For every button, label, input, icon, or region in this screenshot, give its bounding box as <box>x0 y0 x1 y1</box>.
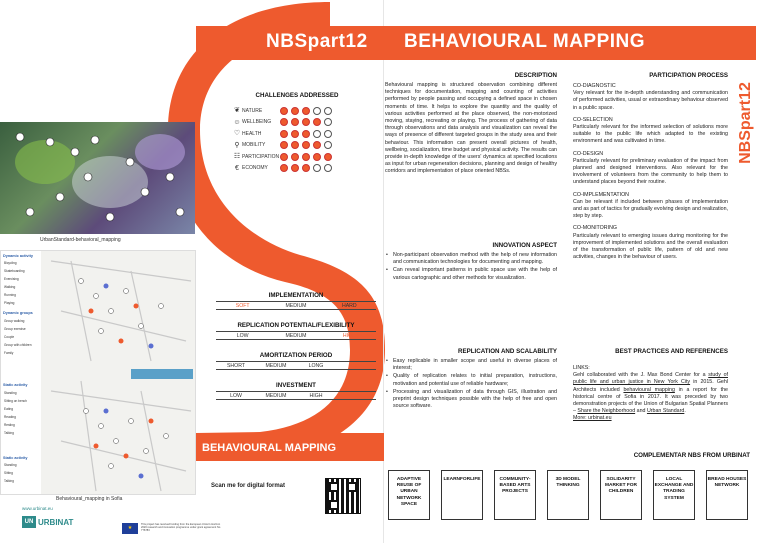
challenges-title: CHALLENGES ADDRESSED <box>255 92 339 99</box>
euro-icon: € <box>235 164 239 172</box>
scale-title: REPLICATION POTENTIAL/FLEXIBILITY <box>237 322 355 329</box>
step-heading: CO-MONITORING <box>573 225 618 232</box>
participation-title: PARTICIPATION PROCESS <box>649 72 728 79</box>
scale-bar <box>216 361 376 370</box>
sofia-map-figure <box>1 251 196 495</box>
scale-title: INVESTMENT <box>276 382 316 389</box>
rating-dot <box>302 141 310 149</box>
rating-dot <box>291 164 299 172</box>
legend-item: Talking <box>4 479 14 483</box>
legend-item: Bicycling <box>4 261 17 265</box>
step-text: Particularly relevant for the informed selection of solutions more suitable to the public life which adapted to the existing environment and was cultivated in time. <box>573 124 728 145</box>
footer-banner: BEHAVIOURAL MAPPING <box>196 433 384 461</box>
complementar-nbs-box[interactable]: ADAPTIVE REUSE OF URBAN NETWORK SPACE <box>388 470 430 520</box>
scale-option: HIGH <box>342 333 356 339</box>
complementar-nbs-box[interactable]: COMMUNITY-BASED ARTS PROJECTS <box>494 470 536 520</box>
legend-item: Group walking <box>4 319 25 323</box>
people-icon: ☷ <box>233 153 241 161</box>
rating-dot <box>280 107 288 115</box>
heatmap-image <box>0 122 195 234</box>
complementar-title: COMPLEMENTAR NBS FROM URBINAT <box>633 452 750 459</box>
scale-block <box>216 322 376 340</box>
challenge-row <box>232 105 362 117</box>
rating-dot <box>313 118 321 126</box>
scale-option: LOW <box>230 393 242 399</box>
practices-section <box>573 348 728 423</box>
complementar-nbs-box[interactable]: BREAD HOUSES NETWORK <box>706 470 748 520</box>
rating-dot <box>302 107 310 115</box>
rating-dot <box>313 153 321 161</box>
more-link[interactable]: More: urbinat.eu <box>573 415 612 422</box>
rating-dot <box>302 130 310 138</box>
challenge-label: MOBILITY <box>242 142 266 149</box>
challenges-panel <box>232 92 362 174</box>
legend-item: Talking <box>4 431 14 435</box>
challenge-label: HEALTH <box>242 130 262 137</box>
rating-dot <box>313 107 321 115</box>
rating-dot <box>324 118 332 126</box>
scale-block <box>216 352 376 370</box>
legend-item: Resting <box>4 423 15 427</box>
legend-item: Group with children <box>4 343 32 347</box>
scale-option: SOFT <box>235 303 250 309</box>
legend-item: Sitting on bench <box>4 399 27 403</box>
eu-funding-text: This project has received funding from the European Union's Horizon 2020 research and innovation programme under grant agreement No 776783 <box>141 523 221 533</box>
header-banner <box>196 26 756 60</box>
legend-item: Exercising <box>4 277 19 281</box>
scale-option: MEDIUM <box>265 393 287 399</box>
rating-dot <box>291 107 299 115</box>
legend-item: Reading <box>4 415 16 419</box>
rating-dot <box>313 130 321 138</box>
participation-section <box>573 72 728 261</box>
description-text: Behavioural mapping is structured observation combining different techniques for documentation, mapping and counting of activities performed by people passing and occupying a defined space in chosen moments of time. It helps to explore the quantity and the quality of various activities performed at the place observed, the non-motorized moving, staying, recreating or playing. The process of gathering of data through observations and data analysis and visualization can reveal the ways of presence of different targeted groups in the study area and their behaviour. This information can present overall pictures of health, wellbeing, socialization, time budget and physical activity. The results can provide in-depth knowledge of the users' dynamics at specified locations as input for urban regeneration decisions, planning and design of healthy corridors and implementation of place oriented NBSs. <box>385 82 557 175</box>
website-url[interactable]: www.urbinat.eu <box>22 506 53 511</box>
rating-dot <box>324 141 332 149</box>
side-brand: NBSpart12 <box>737 82 754 164</box>
map1-caption: UrbanStandard-behavioral_mapping <box>40 237 121 243</box>
heart-icon: ♡ <box>233 130 241 138</box>
rating-dot <box>280 141 288 149</box>
urbinat-logo-text: URBINAT <box>38 518 74 527</box>
scale-option: NA <box>352 393 360 399</box>
rating-dot <box>280 164 288 172</box>
scale-option: LONG <box>308 363 324 369</box>
smile-icon: ☺ <box>233 118 241 126</box>
challenge-row <box>232 151 362 163</box>
challenge-label: ECONOMY <box>242 165 268 172</box>
rating-dot <box>291 118 299 126</box>
step-text: Particularly relevant for preliminary evaluation of the impact from planned and designed interventions. Also relevant for the involvement of volunteers from the community to help them to understand places beyond their routine. <box>573 157 728 186</box>
scale-title: IMPLEMENTATION <box>268 292 324 299</box>
scale-title: AMORTIZATION PERIOD <box>259 352 333 359</box>
challenge-row <box>232 163 362 175</box>
link-urban-standard[interactable]: Urban Standard <box>646 408 685 415</box>
eu-flag-icon: ★ <box>122 523 138 534</box>
rating-dot <box>302 153 310 161</box>
scale-option: HARD <box>341 303 357 309</box>
complementar-nbs-box[interactable]: SOLIDARITY MARKET FOR CHILDREN <box>600 470 642 520</box>
step-text: Particularly relevant to emerging issues during monitoring for the improvement of implemented solutions and the overall evaluation of the transformation of public life, pattern of old and new activities, changes in the behaviour of users. <box>573 232 728 261</box>
legend-item: Group exercise <box>4 327 26 331</box>
step-text: Very relevant for the in-depth understanding and communication of performed activities, usual or extraordinary behaviour observed in a public space. <box>573 90 728 111</box>
legend-item: Playing <box>4 301 15 305</box>
rating-dot <box>324 130 332 138</box>
innovation-section <box>385 242 557 283</box>
rating-dot <box>280 118 288 126</box>
replication-item: • Easy replicable in smaller scope and useful in diverse places of interest; <box>385 358 557 372</box>
scale-option: NA <box>352 363 360 369</box>
replication-section <box>385 348 557 411</box>
scan-label: Scan me for digital format <box>211 483 286 489</box>
legend-item: Standing <box>4 391 17 395</box>
innovation-item: • Non-participant observation method with the help of new information and communication technologies for documenting and mapping. <box>385 252 557 266</box>
scale-block <box>216 292 376 310</box>
rating-dot <box>313 164 321 172</box>
scale-block <box>216 382 376 400</box>
replication-item: • Processing and visualization of data through GIS, illustration and preprint design techniques possible with the help of free and open source software. <box>385 389 557 411</box>
legend-item: Standing <box>4 463 17 467</box>
innovation-title: INNOVATION ASPECT <box>492 242 557 249</box>
leaf-icon: ❦ <box>234 107 240 115</box>
legend-item: Family <box>4 351 14 355</box>
scale-option: LOW <box>236 333 249 339</box>
description-title: DESCRIPTION <box>514 72 557 79</box>
link-behavioural-mapping[interactable]: behavioural mapping <box>623 386 675 393</box>
legend-item: Skateboarding <box>4 269 25 273</box>
legend-group-3: Static activity <box>3 383 28 387</box>
rating-dot <box>280 153 288 161</box>
rating-dot <box>291 141 299 149</box>
legend-item: Sitting <box>4 471 13 475</box>
link-share-neighborhood[interactable]: Share the Neighborhood <box>577 408 636 415</box>
challenge-label: PARTICIPATION <box>242 153 280 160</box>
scale-bar <box>216 301 376 310</box>
rating-dot <box>324 153 332 161</box>
rating-dot <box>313 141 321 149</box>
map2-caption: Behavioural_mapping in Sofia <box>56 496 123 502</box>
scale-option: SHORT <box>226 363 246 369</box>
legend-group-2: Dynamic groups <box>3 311 33 315</box>
scale-option: MEDIUM <box>285 303 307 309</box>
legend-item: Running <box>4 293 16 297</box>
complementar-nbs-box[interactable]: LEARNFORLIFE <box>441 470 483 520</box>
rating-dot <box>324 164 332 172</box>
rating-dot <box>302 164 310 172</box>
challenge-row <box>232 140 362 152</box>
rating-dot <box>280 130 288 138</box>
replication-title: REPLICATION AND SCALABILITY <box>458 348 557 355</box>
legend-group-4: Static activity <box>3 456 28 460</box>
scale-option: MEDIUM <box>265 363 287 369</box>
practices-title: BEST PRACTICES AND REFERENCES <box>615 348 728 355</box>
urbinat-logo-icon: UN <box>22 516 36 528</box>
scale-option: MEDIUM <box>285 333 307 339</box>
challenges-rows <box>232 105 362 174</box>
bike-icon: ⚲ <box>234 141 240 149</box>
replication-item: • Quality of replication relates to initial preparation, instructions, motivation and potential use of reliable hardware; <box>385 373 557 387</box>
qr-code[interactable] <box>325 478 361 514</box>
step-text: Can be relevant if included between phases of implementation and as part of tactics for gradually evolving design and realization, step by step. <box>573 198 728 220</box>
step-heading: CO-SELECTION <box>573 116 613 123</box>
complementar-nbs-box[interactable]: LOCAL EXCHANGE AND TRADING SYSTEM <box>653 470 695 520</box>
legend-item: Couple <box>4 335 15 339</box>
rating-dot <box>291 130 299 138</box>
page-fold <box>383 0 384 543</box>
complementar-nbs-box[interactable]: 3D MODEL THINKING <box>547 470 589 520</box>
scale-option: HIGH <box>309 393 323 399</box>
innovation-item: • Can reveal important patterns in public space use with the help of various cartographic and other methods for visualization. <box>385 267 557 281</box>
brand-title: NBSpart12 <box>266 31 368 52</box>
rating-dot <box>324 107 332 115</box>
description-section <box>385 72 557 176</box>
practices-links-label: LINKS: <box>573 365 590 371</box>
legend-item: Walking <box>4 285 16 289</box>
sofia-map-image <box>0 250 196 495</box>
page-title: BEHAVIOURAL MAPPING <box>404 31 646 52</box>
rating-dot <box>291 153 299 161</box>
participation-steps <box>573 83 728 261</box>
challenge-row <box>232 117 362 129</box>
legend-item: Eating <box>4 407 14 411</box>
step-heading: CO-IMPLEMENTATION <box>573 191 630 198</box>
rating-dot <box>302 118 310 126</box>
challenge-label: WELLBEING <box>242 119 272 126</box>
scale-bar <box>216 331 376 340</box>
challenge-label: NATURE <box>242 107 263 114</box>
scale-bar <box>216 391 376 400</box>
challenge-row <box>232 128 362 140</box>
legend-group-1: Dynamic activity <box>3 254 33 258</box>
step-heading: CO-DIAGNOSTIC <box>573 83 616 89</box>
practices-text: Gehl collaborated with the J. Max Bond Center for a study of public life and urban justice in New York City in 2015. Gehl Architects included behavioural mapping in a report for the historical centre of Sofia in 2017. It was preceded by two demonstration projects of the Union of Bulgarian Spatial Planners – Share the Neighborhood and Urban Standard. <box>573 372 729 415</box>
link-nyc-study[interactable]: study of public life and urban justice in New York City <box>573 372 728 386</box>
step-heading: CO-DESIGN <box>573 150 604 157</box>
heatmap-figure <box>0 122 195 234</box>
